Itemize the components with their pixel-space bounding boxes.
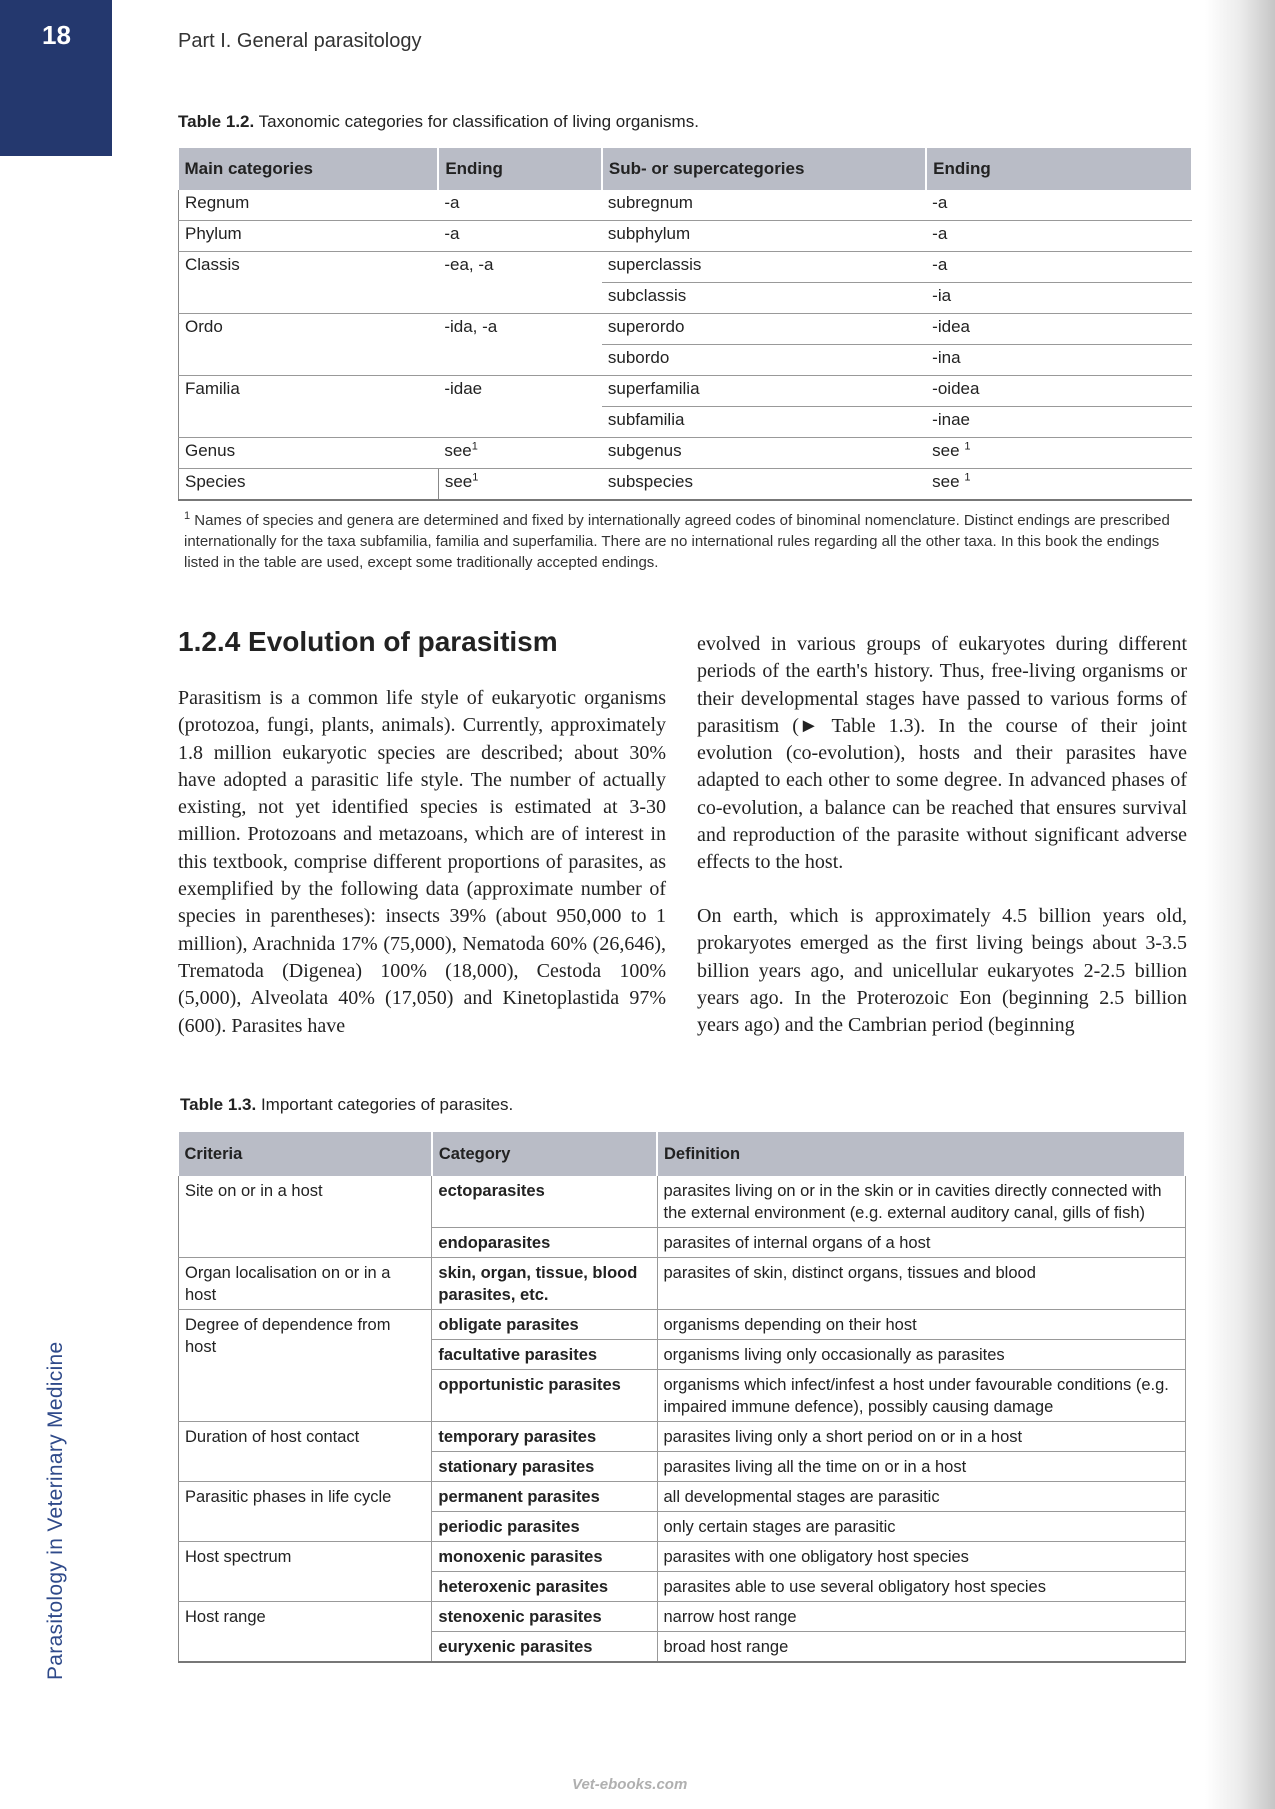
table-cell: Familia [179, 376, 439, 407]
table-cell [926, 469, 1192, 501]
table-row [179, 1258, 1186, 1310]
table-cell: Organ localisation on or in a host [179, 1258, 432, 1310]
table-cell: periodic parasites [432, 1512, 657, 1542]
table-cell: all developmental stages are parasitic [657, 1482, 1185, 1512]
table-row [179, 190, 1193, 221]
table-header-row [179, 148, 1193, 190]
column-header: Criteria [179, 1132, 432, 1176]
table-cell: endoparasites [432, 1228, 657, 1258]
table-cell: -ina [926, 345, 1192, 376]
table-cell: subfamilia [602, 407, 926, 438]
right-column-paragraph: On earth, which is approximately 4.5 billion years old, prokaryotes emerged as the first living beings about 3-3.5 billion years ago, and unicellular eukaryotes 2-2.5 billion years ago. In the Proterozoic Eon (beginning 2.5 billion years ago) and the Cambrian period (beginning [697, 905, 1187, 1037]
table-row [179, 1602, 1186, 1632]
table-cell: -a [926, 190, 1192, 221]
table-cell: parasites with one obligatory host species [657, 1542, 1185, 1572]
table-cell: -ia [926, 283, 1192, 314]
table-row [179, 345, 1193, 376]
running-head: Part I. General parasitology [178, 30, 422, 52]
cell-text: see [444, 441, 472, 460]
table-row [179, 376, 1193, 407]
table-cell: parasites of internal organs of a host [657, 1228, 1185, 1258]
table-cell: Parasitic phases in life cycle [179, 1482, 432, 1542]
table-cell: Host spectrum [179, 1542, 432, 1602]
footnote-mark: 1 [472, 471, 479, 484]
table-cell: Regnum [179, 190, 439, 221]
table-cell: -ea, -a [444, 255, 494, 274]
table-row [179, 438, 1193, 469]
table-cell: -a [926, 252, 1192, 283]
table-1-2-caption [178, 112, 699, 132]
table-cell [926, 438, 1192, 469]
left-column-paragraph: Parasitism is a common life style of eukaryotic organisms (protozoa, fungi, plants, animals). Currently, approximately 1.8 million eukaryotic species are described; about 30% have adopted a parasitic life style. The number of actually existing, not yet identified species is estimated at 3-30 million. Protozoans and metazoans, which are of interest in this textbook, comprise different proportions of parasites, as exemplified by the following data (approximate number of species in parentheses): insects 39% (about 950,000 to 1 million), Arachnida 17% (75,000), Nematoda 60% (26,646), Trematoda (Digenea) 100% (18,000), Cestoda 100% (5,000), Alveolata 40% (17,050) and Kinetoplastida 97% (600). Parasites have [178, 687, 666, 1037]
table-row [179, 221, 1193, 252]
table-cell: -a [438, 221, 602, 252]
table-cell [179, 283, 439, 314]
section-heading: 1.2.4 Evolution of parasitism [178, 626, 558, 657]
cell-text: see [932, 472, 965, 491]
table-cell: only certain stages are parasitic [657, 1512, 1185, 1542]
table-row [179, 1422, 1186, 1452]
table-row [179, 407, 1193, 438]
table-row [179, 252, 1193, 283]
table-cell: facultative parasites [432, 1340, 657, 1370]
column-header: Ending [926, 148, 1192, 190]
table-cell: subphylum [602, 221, 926, 252]
page-edge-shadow [1205, 0, 1275, 1809]
table-row [179, 1542, 1186, 1572]
caption-label: Table 1.3. [180, 1095, 257, 1114]
table-cell: subgenus [602, 438, 926, 469]
table-cell [438, 345, 602, 376]
column-header: Ending [438, 148, 602, 190]
table-cell: parasites able to use several obligatory host species [657, 1572, 1185, 1602]
table-cell: permanent parasites [432, 1482, 657, 1512]
table-footnote [184, 510, 1194, 573]
table-cell: -idea [926, 314, 1192, 345]
caption-label: Table 1.2. [178, 112, 255, 131]
page-number-tab [0, 0, 112, 156]
table-cell: superordo [602, 314, 926, 345]
column-header: Category [432, 1132, 657, 1176]
table-cell: obligate parasites [432, 1310, 657, 1340]
table-cell: parasites of skin, distinct organs, tissues and blood [657, 1258, 1185, 1310]
column-header: Definition [657, 1132, 1185, 1176]
table-header-row [179, 1132, 1186, 1176]
table-cell [438, 283, 602, 314]
page-number: 18 [42, 20, 71, 50]
table-cell: -oidea [926, 376, 1192, 407]
table-cell: stenoxenic parasites [432, 1602, 657, 1632]
footnote-text: Names of species and genera are determined and fixed by internationally agreed codes of binominal nomenclature. Distinct endings are prescribed internationally for the taxa subfamilia, familia and superfamilia. There are no international rules regarding all the other taxa. In this book the endings listed in the table are used, except some traditionally accepted endings. [184, 512, 1170, 571]
table-row [179, 1310, 1186, 1340]
table-cell: broad host range [657, 1632, 1185, 1663]
column-header: Sub- or supercategories [602, 148, 926, 190]
table-cell: subclassis [602, 283, 926, 314]
table-cell: subordo [602, 345, 926, 376]
table-cell: -a [438, 190, 602, 221]
table-cell: Duration of host contact [179, 1422, 432, 1482]
table-cell: -a [926, 221, 1192, 252]
table-cell: skin, organ, tissue, blood parasites, etc. [432, 1258, 657, 1310]
table-cell: subspecies [602, 469, 926, 501]
table-cell: Classis [179, 252, 439, 283]
footnote-mark: 1 [964, 471, 971, 484]
table-row [179, 314, 1193, 345]
parasite-categories-table [178, 1132, 1186, 1663]
watermark: Vet-ebooks.com [572, 1776, 688, 1793]
table-cell: Ordo [179, 314, 439, 345]
footnote-mark: 1 [184, 510, 191, 522]
table-cell: superclassis [602, 252, 926, 283]
table-cell: stationary parasites [432, 1452, 657, 1482]
table-cell: parasites living on or in the skin or in cavities directly connected with the external environment (e.g. external auditory canal, gills of fish) [657, 1176, 1185, 1228]
cell-text: see [932, 441, 965, 460]
table-cell [438, 438, 602, 469]
caption-text: Taxonomic categories for classification of living organisms. [258, 112, 699, 131]
column-header: Main categories [179, 148, 439, 190]
table-cell: Host range [179, 1602, 432, 1663]
footnote-mark: 1 [964, 440, 971, 453]
table-cell: subregnum [602, 190, 926, 221]
table-cell: narrow host range [657, 1602, 1185, 1632]
table-row [179, 283, 1193, 314]
table-cell: parasites living only a short period on or in a host [657, 1422, 1185, 1452]
table-cell: organisms which infect/infest a host under favourable conditions (e.g. impaired immune defence), possibly causing damage [657, 1370, 1185, 1422]
table-cell: Species [179, 469, 439, 501]
table-cell: heteroxenic parasites [432, 1572, 657, 1602]
table-cell [438, 469, 602, 501]
table-cell: -inae [926, 407, 1192, 438]
table-cell: organisms living only occasionally as parasites [657, 1340, 1185, 1370]
table-cell: Genus [179, 438, 439, 469]
table-cell [179, 345, 439, 376]
table-cell: opportunistic parasites [432, 1370, 657, 1422]
table-cell: Degree of dependence from host [179, 1310, 432, 1422]
footnote-mark: 1 [471, 440, 478, 453]
table-cell: -idae [444, 379, 483, 398]
table-1-3-caption [180, 1095, 513, 1115]
right-column-paragraph: evolved in various groups of eukaryotes during different periods of the earth's history. Thus, free-living organisms or their developmental stages have passed to various forms of parasitism (► Table 1.3). In the course of their joint evolution (co-evolution), hosts and their parasites have adapted to each other to some degree. In advanced phases of co-evolution, a balance can be reached that ensures survival and reproduction of the parasite without significant adverse effects to the host. [697, 633, 1187, 874]
table-cell [438, 407, 602, 438]
table-row [179, 469, 1193, 501]
table-cell: euryxenic parasites [432, 1632, 657, 1663]
table-cell: Phylum [179, 221, 439, 252]
cell-text: see [444, 472, 473, 491]
table-row [179, 1482, 1186, 1512]
caption-text: Important categories of parasites. [260, 1095, 514, 1114]
side-title: Parasitology in Veterinary Medicine [44, 1341, 67, 1680]
table-cell [179, 407, 439, 438]
table-cell: temporary parasites [432, 1422, 657, 1452]
table-cell: parasites living all the time on or in a host [657, 1452, 1185, 1482]
table-cell: -ida, -a [444, 317, 498, 336]
table-cell: monoxenic parasites [432, 1542, 657, 1572]
table-cell: superfamilia [602, 376, 926, 407]
table-cell: organisms depending on their host [657, 1310, 1185, 1340]
table-row [179, 1176, 1186, 1228]
taxonomy-table [178, 148, 1193, 501]
table-cell: Site on or in a host [179, 1176, 432, 1258]
table-cell: ectoparasites [432, 1176, 657, 1228]
